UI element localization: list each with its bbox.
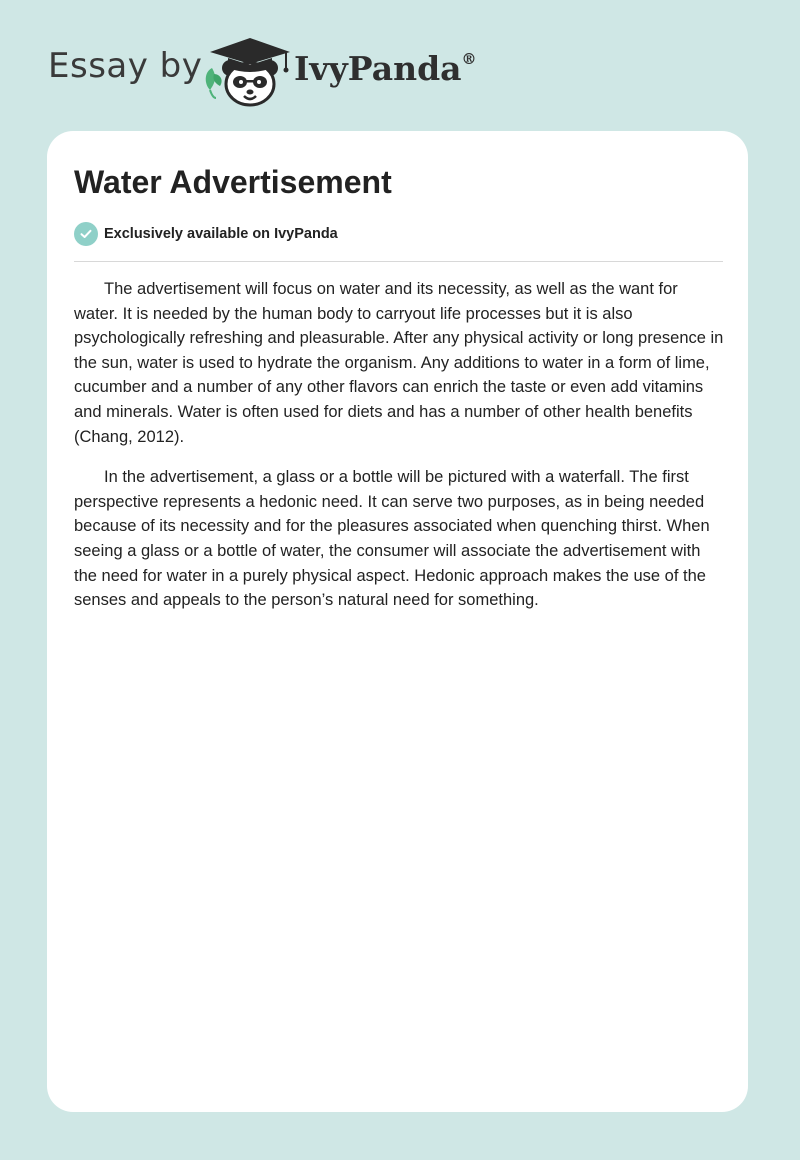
registered-mark: ® <box>461 50 477 68</box>
site-header <box>0 0 800 130</box>
ivy-leaf-icon <box>206 68 222 98</box>
page-title: Water Advertisement <box>74 164 392 200</box>
check-icon <box>74 222 98 246</box>
essay-by-label: Essay by <box>48 46 203 86</box>
ivypanda-logo[interactable] <box>200 34 296 110</box>
essay-card <box>47 131 748 1112</box>
essay-body <box>74 277 724 629</box>
exclusive-badge <box>74 222 338 246</box>
title-divider <box>74 261 723 262</box>
exclusive-badge-label: Exclusively available on IvyPanda <box>104 226 338 242</box>
panda-graduation-cap-icon <box>200 34 296 110</box>
essay-paragraph: The advertisement will focus on water and its necessity, as well as the want for water. It is needed by the human body to carryout life processes but it is also psychologically refreshing and pleasurable. After any physical activity or long presence in the sun, water is used to hydrate the organism. Any additions to water in a form of lime, cucumber and a number of any other flavors can enrich the taste or even add vitamins and minerals. Water is often used for diets and has a number of other health benefits (Chang, 2012). <box>74 280 724 446</box>
brand-name-text: IvyPanda <box>294 49 462 88</box>
essay-paragraph: In the advertisement, a glass or a bottle will be pictured with a waterfall. The first perspective represents a hedonic need. It can serve two purposes, as in being needed because of its necessity and for the pleasures associated when quenching thirst. When seeing a glass or a bottle of water, the consumer will associate the advertisement with the need for water in a purely physical aspect. Hedonic approach makes the use of the senses and appeals to the person’s natural need for something. <box>74 468 710 610</box>
brand-name[interactable] <box>294 49 477 88</box>
